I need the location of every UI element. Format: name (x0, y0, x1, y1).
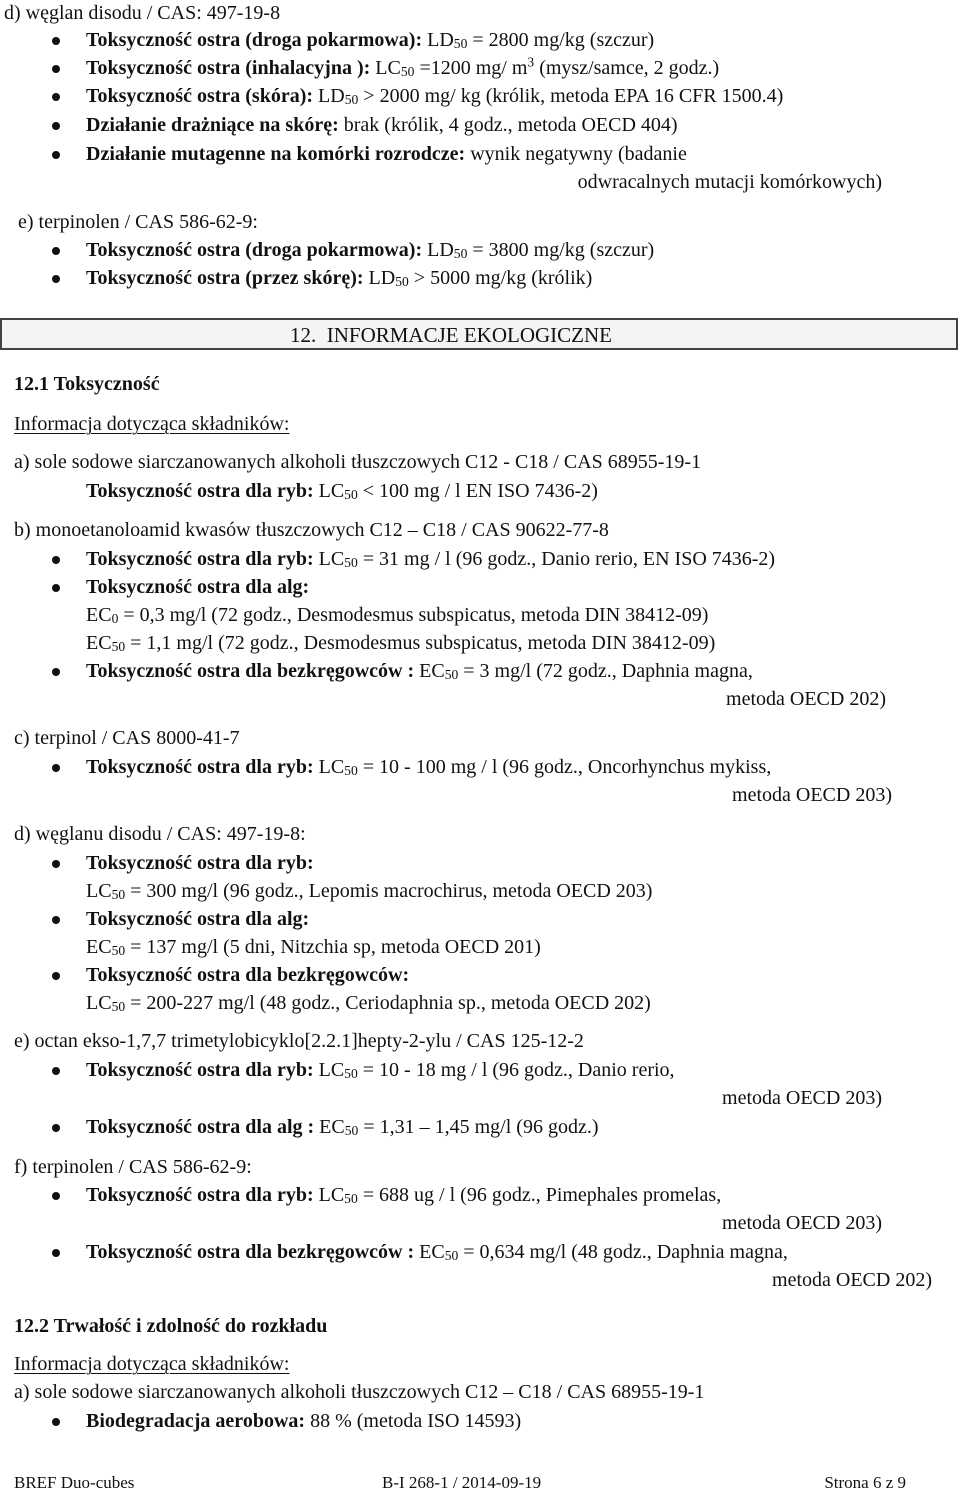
e-fish-line: Toksyczność ostra dla ryb: $LC_{50} = 10 - 18$ mg / l (96 godz., Danio rerio, (86, 1059, 675, 1082)
d-alg-label: Toksyczność ostra dla alg: (86, 908, 310, 930)
top-d-item-3: Toksyczność ostra (skóra): $LD_{50} > 2000$ mg/ kg (królik, metoda EPA 16 CFR 1500.4) (86, 85, 784, 108)
component-info-label: Informacja dotycząca składników: (14, 413, 290, 435)
e-fish-cont: metoda OECD 203) (722, 1087, 882, 1109)
bullet (52, 37, 60, 45)
bullet (52, 860, 60, 868)
a-fish-line: Toksyczność ostra dla ryb: $LC_{50} < 100$ mg / l EN ISO 7436-2) (86, 480, 598, 503)
bullet (52, 1124, 60, 1132)
d-alg-value: $EC_{50} = 137$ mg/l (5 dni, Nitzchia sp, metoda OECD 201) (86, 936, 541, 959)
f-fish-line: Toksyczność ostra dla ryb: $LC_{50} = 688$ ug / l (96 godz., Pimephales promelas, (86, 1184, 722, 1207)
b-invertebrate-cont: metoda OECD 202) (726, 688, 886, 710)
bullet (52, 764, 60, 772)
e-alg-line: Toksyczność ostra dla alg : $EC_{50} = 1,31 - 1,45$ mg/l (96 godz.) (86, 1116, 599, 1139)
a-heading: a) sole sodowe siarczanowanych alkoholi tłuszczowych C12 - C18 / CAS 68955-19-1 (14, 451, 702, 473)
top-e-item-2: Toksyczność ostra (przez skórę): $LD_{50} > 5000$ mg/kg (królik) (86, 267, 593, 290)
footer-doc-id: B-I 268-1 / 2014-09-19 (382, 1473, 542, 1492)
top-d-item-1: Toksyczność ostra (droga pokarmowa): $LD_{50} = 2800$ mg/kg (szczur) (86, 29, 655, 52)
e-heading: e) octan ekso-1,7,7 trimetylobicyklo[2.2.1]hepty-2-ylu / CAS 125-12-2 (14, 1030, 584, 1052)
d-invertebrate-label: Toksyczność ostra dla bezkręgowców: (86, 964, 410, 986)
b-fish-line: Toksyczność ostra dla ryb: $LC_{50} = 31$ mg / l (96 godz., Danio rerio, EN ISO 7436-2) (86, 548, 776, 571)
bullet (52, 151, 60, 159)
bullet (52, 668, 60, 676)
b-invertebrate-line: Toksyczność ostra dla bezkręgowców : $EC_{50} = 3$ mg/l (72 godz., Daphnia magna, (86, 660, 753, 683)
top-e-item-1: Toksyczność ostra (droga pokarmowa): $LD_{50} = 3800$ mg/kg (szczur) (86, 239, 655, 262)
section-header (0, 318, 958, 350)
c-fish-line: Toksyczność ostra dla ryb: $LC_{50} = 10 - 100$ mg / l (96 godz., Oncorhynchus mykiss, (86, 756, 772, 779)
footer-product: BREF Duo-cubes (14, 1473, 135, 1492)
f-fish-cont: metoda OECD 203) (722, 1212, 882, 1234)
top-d-item-4: Działanie drażniące na skórę: brak (królik, 4 godz., metoda OECD 404) (86, 114, 678, 136)
component-info-label-2: Informacja dotycząca składników: (14, 1353, 290, 1375)
bullet (52, 584, 60, 592)
bullet (52, 916, 60, 924)
bullet (52, 65, 60, 73)
f-heading: f) terpinolen / CAS 586-62-9: (14, 1156, 252, 1178)
f-invertebrate-cont: metoda OECD 202) (772, 1269, 932, 1291)
bullet (52, 1249, 60, 1257)
bullet (52, 556, 60, 564)
footer-page-number: Strona 6 z 9 (824, 1473, 906, 1492)
top-d-item-5: Działanie mutagenne na komórki rozrodcze: wynik negatywny (badanie (86, 143, 687, 165)
bullet (52, 122, 60, 130)
bullet (52, 972, 60, 980)
biodegradation-line: Biodegradacja aerobowa: 88 % (metoda ISO 14593) (86, 1410, 522, 1432)
c-fish-cont: metoda OECD 203) (732, 784, 892, 806)
top-d-item-5-cont: odwracalnych mutacji komórkowych) (577, 171, 882, 193)
b-heading: b) monoetanoloamid kwasów tłuszczowych C12 – C18 / CAS 90622-77-8 (14, 519, 609, 541)
bullet (52, 1418, 60, 1426)
bullet (52, 1192, 60, 1200)
top-e-heading: e) terpinolen / CAS 586-62-9: (18, 211, 258, 233)
top-d-item-2: Toksyczność ostra (inhalacyjna ): $LC_{50} =1200$ mg/ $m^3$ (mysz/samce, 2 godz.) (86, 54, 720, 80)
subsection-12-1-title: 12.1 Toksyczność (14, 373, 160, 395)
s122-a-heading: a) sole sodowe siarczanowanych alkoholi tłuszczowych C12 – C18 / CAS 68955-19-1 (14, 1381, 705, 1403)
b-alg-value-1: $EC_0 = 0,3$ mg/l (72 godz., Desmodesmus subspicatus, metoda DIN 38412-09) (86, 604, 709, 627)
c-heading: c) terpinol / CAS 8000-41-7 (14, 727, 240, 749)
section-title: 12. INFORMACJE EKOLOGICZNE (290, 323, 612, 347)
top-d-heading: d) węglan disodu / CAS: 497-19-8 (4, 2, 281, 24)
bullet (52, 1067, 60, 1075)
b-alg-label: Toksyczność ostra dla alg: (86, 576, 310, 598)
d-fish-value: $LC_{50} = 300$ mg/l (96 godz., Lepomis macrochirus, metoda OECD 203) (86, 880, 653, 903)
bullet (52, 93, 60, 101)
d-heading: d) węglanu disodu / CAS: 497-19-8: (14, 823, 306, 845)
f-invertebrate-line: Toksyczność ostra dla bezkręgowców : $EC_{50} = 0,634$ mg/l (48 godz., Daphnia magna, (86, 1241, 788, 1264)
bullet (52, 275, 60, 283)
d-invertebrate-value: $LC_{50} = 200-227$ mg/l (48 godz., Ceriodaphnia sp., metoda OECD 202) (86, 992, 651, 1015)
b-alg-value-2: $EC_{50} = 1,1$ mg/l (72 godz., Desmodesmus subspicatus, metoda DIN 38412-09) (86, 632, 716, 655)
subsection-12-2-title: 12.2 Trwałość i zdolność do rozkładu (14, 1315, 328, 1337)
bullet (52, 247, 60, 255)
d-fish-label: Toksyczność ostra dla ryb: (86, 852, 314, 874)
